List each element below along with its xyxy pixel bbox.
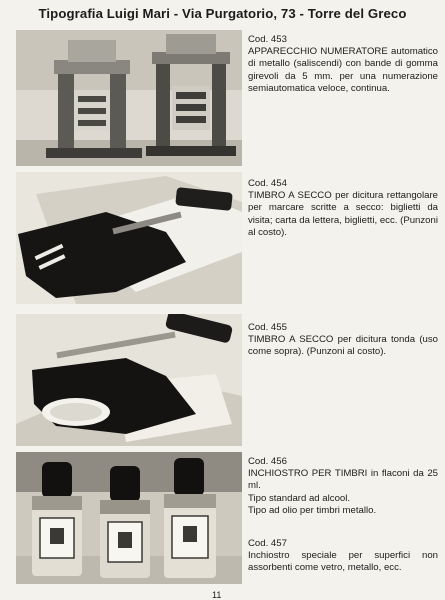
embosser-round-image — [16, 314, 242, 446]
entry-457 — [248, 538, 438, 575]
item-description: APPARECCHIO NUMERATORE automatico di metallo (saliscendi) con bande di gomma girevoli da 5 mm. per una numerazione semiautomatica veloce, continua. — [248, 46, 438, 94]
item-description: TIMBRO A SECCO per dicitura tonda (uso come sopra). (Punzoni al costo). — [248, 334, 438, 358]
page-header: Tipografia Luigi Mari - Via Purgatorio, 73 - Torre del Greco — [38, 6, 407, 21]
embosser-rectangular-photo — [16, 172, 242, 304]
item-description: TIMBRO A SECCO per dicitura rettangolare per marcare scritte a secco: biglietti da visita; carta da lettera, biglietti, ecc. (Punzoni al costo). — [248, 190, 438, 238]
embosser-round-photo — [16, 314, 242, 446]
item-description: INCHIOSTRO PER TIMBRI in flaconi da 25 ml. — [248, 468, 438, 492]
item-code: Cod. 457 — [248, 538, 287, 549]
embosser-rectangular-image — [16, 172, 242, 304]
item-code: Cod. 454 — [248, 178, 287, 189]
entry-453 — [248, 34, 438, 95]
entry-454 — [248, 178, 438, 239]
entry-455 — [248, 322, 438, 359]
item-code: Cod. 455 — [248, 322, 287, 333]
ink-bottles-photo — [16, 452, 242, 584]
numbering-machine-image — [16, 30, 242, 166]
ink-bottles-image — [16, 452, 242, 584]
item-code: Cod. 456 — [248, 456, 287, 467]
page-number: 11 — [212, 590, 222, 600]
item-description-types: Tipo standard ad alcool. Tipo ad olio per timbri metallo. — [248, 492, 377, 516]
numbering-machine-photo — [16, 30, 242, 166]
item-description: Inchiostro speciale per superfici non assorbenti come vetro, metallo, ecc. — [248, 550, 438, 574]
item-code: Cod. 453 — [248, 34, 287, 45]
entry-456 — [248, 456, 438, 517]
